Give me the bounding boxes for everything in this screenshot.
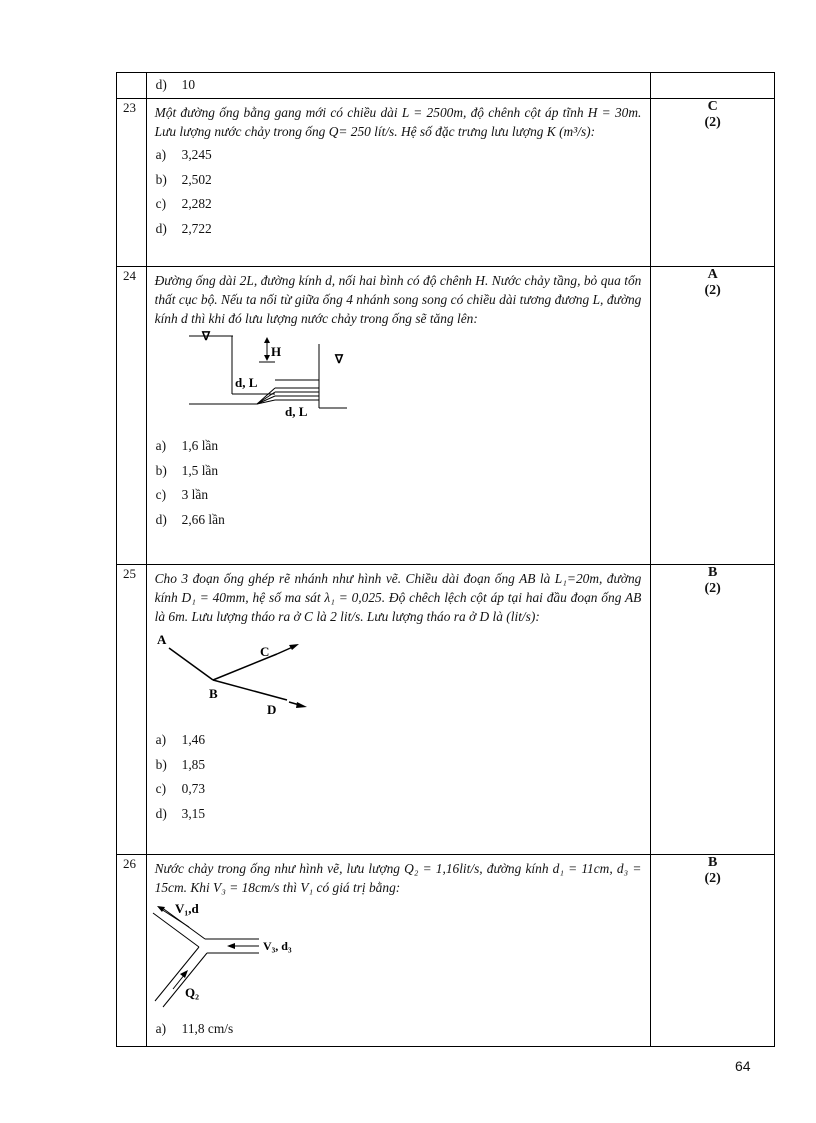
branch-pipe-diagram-svg xyxy=(147,628,347,728)
table-row xyxy=(117,73,775,99)
reservoir-diagram-svg xyxy=(147,330,347,434)
answer-points: (2) xyxy=(704,581,721,596)
option-d: d) 10 xyxy=(155,77,196,92)
table-row xyxy=(117,99,775,267)
junction-diagram xyxy=(147,899,651,1017)
answer-points: (2) xyxy=(704,871,721,886)
question-text: Đường ống dài 2L, đường kính d, nối hai bình có độ chênh H. Nước chảy tầng, bỏ qua tổn thất cục bộ. Nếu ta nối từ giữa ống 4 nhánh song song có chiều dài tương đương L, đường kính d thì khi đó lưu lượng nước chảy trong ống sẽ tăng lên: xyxy=(154,273,642,326)
water-level-icon: ∇ xyxy=(334,352,343,366)
question-number-cell xyxy=(117,73,147,99)
question-text: Nước chảy trong ống như hình vẽ, lưu lượng Q₂ = 1,16lit/s, đường kính d₁ = 11cm, d₃ = 15cm. Khi V₃ = 18cm/s thì V₁ có giá trị bằng: xyxy=(154,861,642,895)
question-content-cell xyxy=(146,565,651,855)
answer-cell xyxy=(651,73,775,99)
label-a: A xyxy=(156,632,167,647)
option-c: c) 0,73 xyxy=(155,781,206,796)
question-table xyxy=(116,72,775,1047)
page-number: 64 xyxy=(735,1058,751,1074)
question-content-cell xyxy=(146,855,651,1047)
reservoir-diagram xyxy=(147,330,651,434)
option-a: a) 11,8 cm/s xyxy=(155,1021,234,1036)
label-v3-d3: V₃, d₃ xyxy=(262,939,292,953)
option-c: c) 2,282 xyxy=(155,196,212,211)
question-number: 24 xyxy=(117,267,147,565)
option-d: d) 2,66 lần xyxy=(155,511,225,527)
option-a: a) 1,46 xyxy=(155,732,206,747)
question-content-cell xyxy=(146,99,651,267)
option-b: b) 2,502 xyxy=(155,171,212,187)
label-dl-branch: d, L xyxy=(284,404,308,419)
option-b: b) 1,5 lần xyxy=(155,462,219,478)
question-text: Một đường ống bằng gang mới có chiều dài L = 2500m, độ chênh cột áp tĩnh H = 30m. Lưu lượng nước chảy trong ống Q= 250 lít/s. Hệ số đặc trưng lưu lượng K (m³/s): xyxy=(154,105,642,139)
label-c: C xyxy=(259,644,270,659)
option-a: a) 3,245 xyxy=(155,147,212,162)
option-c: c) 3 lần xyxy=(155,487,209,502)
option-d: d) 2,722 xyxy=(155,220,212,236)
answer-points: (2) xyxy=(704,283,721,298)
answer-key: B xyxy=(708,855,718,870)
answer-cell xyxy=(651,267,775,565)
table-row xyxy=(117,565,775,855)
question-content-cell xyxy=(146,267,651,565)
question-number: 23 xyxy=(117,99,147,267)
label-b: B xyxy=(208,686,218,701)
option-d: d) 3,15 xyxy=(155,805,206,821)
question-text: Cho 3 đoạn ống ghép rẽ nhánh như hình vẽ. Chiều dài đoạn ống AB là L₁=20m, đường kính D₁ = 40mm, hệ số ma sát λ₁ = 0,025. Độ chêch lệch cột áp tại hai đầu đoạn ống AB là 6m. Lưu lượng tháo ra ở C là 2 lit/s. Lưu lượng tháo ra ở D là (lit/s): xyxy=(154,571,642,624)
option-a: a) 1,6 lần xyxy=(155,438,219,453)
answer-key: C xyxy=(707,99,718,114)
table-row xyxy=(117,267,775,565)
answer-points: (2) xyxy=(704,115,721,130)
junction-diagram-svg xyxy=(147,899,347,1017)
answer-key: B xyxy=(708,565,718,580)
label-v1-d: V₁,d xyxy=(174,901,199,916)
answer-cell xyxy=(651,99,775,267)
answer-cell xyxy=(651,855,775,1047)
branch-pipe-diagram xyxy=(147,628,651,728)
question-content-cell xyxy=(146,73,651,99)
question-number: 26 xyxy=(117,855,147,1047)
option-b: b) 1,85 xyxy=(155,756,206,772)
water-level-icon: ∇ xyxy=(201,330,210,343)
label-dl-main: d, L xyxy=(234,375,258,390)
label-q2: Q₂ xyxy=(184,985,199,1000)
question-number: 25 xyxy=(117,565,147,855)
answer-cell xyxy=(651,565,775,855)
table-row xyxy=(117,855,775,1047)
label-h: H xyxy=(270,344,281,359)
answer-key: A xyxy=(707,267,718,282)
label-d: D xyxy=(266,702,277,717)
